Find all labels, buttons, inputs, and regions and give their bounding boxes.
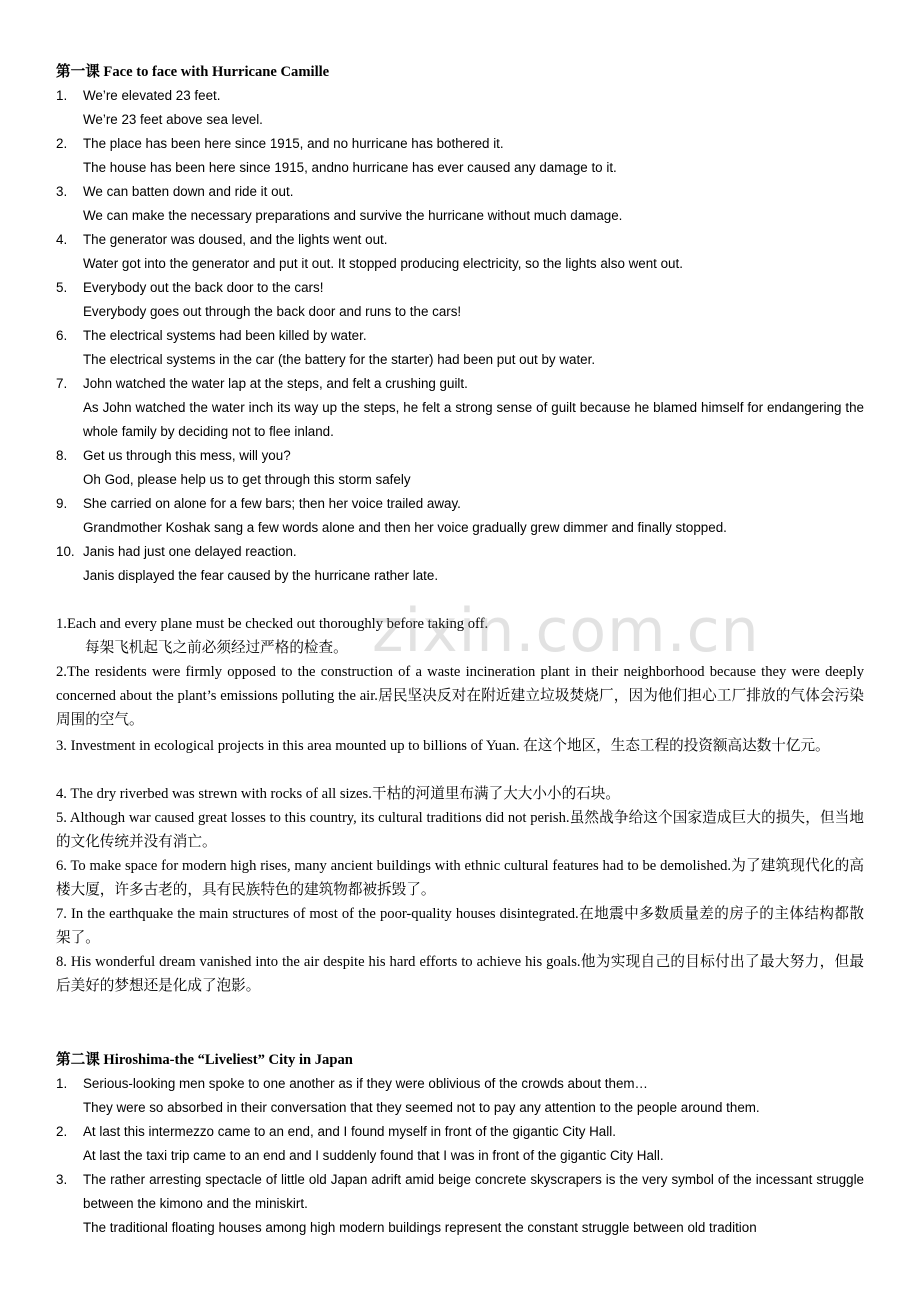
item-paraphrase: We’re 23 feet above sea level. (83, 112, 263, 127)
item-original-sentence: At last this intermezzo came to an end, and I found myself in front of the gigantic City Hall. (83, 1124, 616, 1139)
item-number: 3. (56, 1172, 68, 1187)
item-number: 3. (56, 184, 68, 199)
translation-paragraph (56, 806, 864, 854)
item-number: 10. (56, 544, 75, 559)
item-paraphrase: Janis displayed the fear caused by the hurricane rather late. (83, 568, 439, 583)
watermark: zixin.com.cn (372, 596, 760, 666)
list-item (56, 180, 864, 228)
item-original-sentence: The electrical systems had been killed by water. (83, 328, 367, 343)
translation-chinese: 为了建筑现代化的高楼大厦，许多古老的，具有民族特色的建筑物都被拆毁了。 (56, 858, 864, 898)
list-item (56, 1168, 864, 1240)
item-original-sentence: The rather arresting spectacle of little old Japan adrift amid beige concrete skyscrapers is the very symbol of the incessant struggle between the kimono and the miniskirt. (83, 1172, 864, 1211)
translation-chinese: 干枯的河道里布满了大大小小的石块。 (371, 786, 620, 802)
item-number: 7. (56, 376, 68, 391)
item-original-sentence: Janis had just one delayed reaction. (83, 544, 297, 559)
item-number: 2. (56, 1124, 68, 1139)
item-number: 9. (56, 496, 68, 511)
item-original-sentence: Serious-looking men spoke to one another as if they were oblivious of the crowds about them… (83, 1076, 648, 1091)
list-item (56, 84, 864, 132)
item-number: 6. (56, 328, 68, 343)
translation-english: 5. Although war caused great losses to this country, its cultural traditions did not perish. (56, 810, 570, 826)
item-paraphrase: The electrical systems in the car (the battery for the starter) had been put out by water. (83, 352, 596, 367)
item-paraphrase: Oh God, please help us to get through this storm safely (83, 472, 411, 487)
translation-chinese: 虽然战争给这个国家造成巨大的损失，但当地的文化传统并没有消亡。 (56, 810, 864, 850)
translation-english: 2.The residents were firmly opposed to the construction of a waste incineration plant in their neighborhood because they were deeply concerned about the plant’s emissions polluting the air. (56, 664, 864, 704)
list-item (56, 540, 864, 588)
list-item (56, 492, 864, 540)
translation-english: 8. His wonderful dream vanished into the air despite his hard efforts to achieve his goals. (56, 954, 581, 970)
item-original-sentence: The place has been here since 1915, and no hurricane has bothered it. (83, 136, 504, 151)
translation-english: 6. To make space for modern high rises, many ancient buildings with ethnic cultural features had to be demolished. (56, 858, 732, 874)
item-paraphrase: Grandmother Koshak sang a few words alone and then her voice gradually grew dimmer and finally stopped. (83, 520, 727, 535)
translation-english: 3. Investment in ecological projects in this area mounted up to billions of Yuan. (56, 738, 524, 754)
item-number: 4. (56, 232, 68, 247)
item-paraphrase: Everybody goes out through the back door and runs to the cars! (83, 304, 462, 319)
translation-paragraph (56, 854, 864, 902)
list-item (56, 132, 864, 180)
translation-chinese: 居民坚决反对在附近建立垃圾焚烧厂，因为他们担心工厂排放的气体会污染周围的空气。 (56, 688, 864, 728)
lesson2-title: 第二课 Hiroshima-the “Liveliest” City in Japan (56, 1052, 353, 1068)
translation-paragraph (56, 612, 864, 660)
translation-chinese: 在这个地区，生态工程的投资额高达数十亿元。 (523, 738, 830, 754)
item-original-sentence: Everybody out the back door to the cars! (83, 280, 324, 295)
translation-chinese: 在地震中多数质量差的房子的主体结构都散架了。 (56, 906, 864, 946)
item-paraphrase: At last the taxi trip came to an end and I suddenly found that I was in front of the gigantic City Hall. (83, 1148, 664, 1163)
translation-paragraph (56, 782, 864, 806)
item-original-sentence: Get us through this mess, will you? (83, 448, 291, 463)
translation-english: 1.Each and every plane must be checked out thoroughly before taking off. (56, 616, 489, 632)
list-item (56, 444, 864, 492)
list-item (56, 324, 864, 372)
item-number: 1. (56, 88, 68, 103)
list-item (56, 372, 864, 444)
item-original-sentence: John watched the water lap at the steps, and felt a crushing guilt. (83, 376, 468, 391)
item-original-sentence: She carried on alone for a few bars; then her voice trailed away. (83, 496, 461, 511)
translation-chinese: 他为实现自己的目标付出了最大努力，但最后美好的梦想还是化成了泡影。 (56, 954, 864, 994)
translation-chinese: 每架飞机起飞之前必须经过严格的检查。 (85, 640, 348, 656)
translation-paragraph (56, 950, 864, 998)
translation-paragraph (56, 734, 864, 758)
list-item (56, 276, 864, 324)
item-number: 2. (56, 136, 68, 151)
lesson1-title: 第一课 Face to face with Hurricane Camille (56, 64, 330, 80)
item-original-sentence: We can batten down and ride it out. (83, 184, 294, 199)
list-item (56, 1072, 864, 1120)
item-paraphrase: Water got into the generator and put it out. It stopped producing electricity, so the lights also went out. (83, 256, 683, 271)
translation-english: 7. In the earthquake the main structures of most of the poor-quality houses disintegrated. (56, 906, 579, 922)
item-paraphrase: As John watched the water inch its way up the steps, he felt a strong sense of guilt because he blamed himself for endangering the whole family by deciding not to flee inland. (83, 400, 864, 439)
translation-paragraph (56, 902, 864, 950)
item-paraphrase: The traditional floating houses among high modern buildings represent the constant struggle between old tradition (83, 1220, 757, 1235)
item-original-sentence: We’re elevated 23 feet. (83, 88, 221, 103)
translation-english: 4. The dry riverbed was strewn with rocks of all sizes. (56, 786, 372, 802)
list-item (56, 1120, 864, 1168)
item-original-sentence: The generator was doused, and the lights went out. (83, 232, 388, 247)
item-paraphrase: They were so absorbed in their conversation that they seemed not to pay any attention to the people around them. (83, 1100, 760, 1115)
item-number: 1. (56, 1076, 68, 1091)
item-paraphrase: The house has been here since 1915, andno hurricane has ever caused any damage to it. (83, 160, 617, 175)
translation-paragraph (56, 660, 864, 732)
list-item (56, 228, 864, 276)
item-number: 5. (56, 280, 68, 295)
item-number: 8. (56, 448, 68, 463)
item-paraphrase: We can make the necessary preparations and survive the hurricane without much damage. (83, 208, 623, 223)
